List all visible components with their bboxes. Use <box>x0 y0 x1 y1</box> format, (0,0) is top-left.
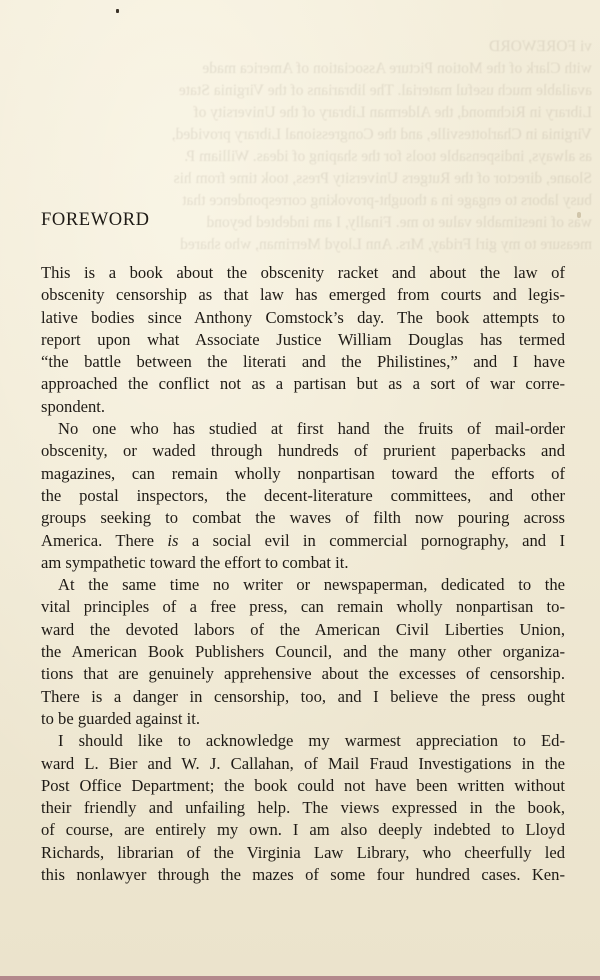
text-line: of course, are entirely my own. I am also deeply indebted to Lloyd <box>41 820 565 840</box>
text-line: ward the devoted labors of the American Civil Liberties Union, <box>41 619 565 639</box>
ink-speck <box>116 9 119 13</box>
text-line: magazines, can remain wholly nonpartisan toward the efforts of <box>41 463 565 483</box>
text-line: vital principles of a free press, can remain wholly nonpartisan to- <box>41 597 565 617</box>
emphasis: is <box>167 530 179 550</box>
text-line: No one who has studied at first hand the fruits of mail-order <box>58 419 565 439</box>
text-line: lative bodies since Anthony Comstock’s day. The book attempts to <box>41 307 565 327</box>
text-line: am sympathetic toward the effort to combat it. <box>41 552 349 572</box>
text-line: spondent. <box>41 396 106 416</box>
text-line: obscenity censorship as that law has emerged from courts and legis- <box>41 285 565 305</box>
text-line: At the same time no writer or newspaperman, dedicated to the <box>58 575 565 595</box>
page-title: FOREWORD <box>41 210 150 231</box>
text-line: the American Book Publishers Council, and the many other organiza- <box>41 642 565 662</box>
text-line: ward L. Bier and W. J. Callahan, of Mail Fraud Investigations in the <box>41 753 565 773</box>
text-line: obscenity, or waded through hundreds of prurient paperbacks and <box>41 441 565 461</box>
text-line: Post Office Department; the book could not have been written without <box>41 775 565 795</box>
text-line: America. There is a social evil in commercial pornography, and I <box>41 530 565 550</box>
foreword-body <box>41 262 565 886</box>
text-line: I should like to acknowledge my warmest appreciation to Ed- <box>58 731 565 751</box>
text-line: “the battle between the literati and the Philistines,” and I have <box>41 352 565 372</box>
text-line: their friendly and unfailing help. The views expressed in the book, <box>41 798 565 818</box>
text-line: report upon what Associate Justice William Douglas has termed <box>41 329 565 349</box>
text-line: groups seeking to combat the waves of filth now pouring across <box>41 508 565 528</box>
text-line: this nonlawyer through the mazes of some four hundred cases. Ken- <box>41 865 565 885</box>
paper-stain <box>577 212 581 218</box>
text-line: There is a danger in censorship, too, and I believe the press ought <box>41 686 565 706</box>
text-line: tions that are genuinely apprehensive about the excesses of censorship. <box>41 664 565 684</box>
text-line: to be guarded against it. <box>41 708 200 728</box>
bleed-through-text: vi FOREWORD with Clark of the Motion Picture Association of America made available much useful material. The librarians of the Virginia State Library in Richmond, the Alderman Library of the University of Virginia in Charlottesville, and the Congressional Library provided, as always, indispensable tools for the shaping of ideas. William P. Sloane, director of the Rutgers University Press, took time from his busy labors to engage in a thought-provoking correspondence that was of inestimable value to me. Finally, I am indebted beyond measure to my girl Friday, Mrs. Ann Lloyd Merriman, who shared <box>171 38 592 253</box>
text-line: the postal inspectors, the decent-literature committees, and other <box>41 485 565 505</box>
text-line: Richards, librarian of the Virginia Law Library, who cheerfully led <box>41 842 565 862</box>
text-line: This is a book about the obscenity racket and about the law of <box>41 263 565 282</box>
page-bottom-edge <box>0 976 600 980</box>
text-line: approached the conflict not as a partisan but as a sort of war corre- <box>41 374 565 394</box>
